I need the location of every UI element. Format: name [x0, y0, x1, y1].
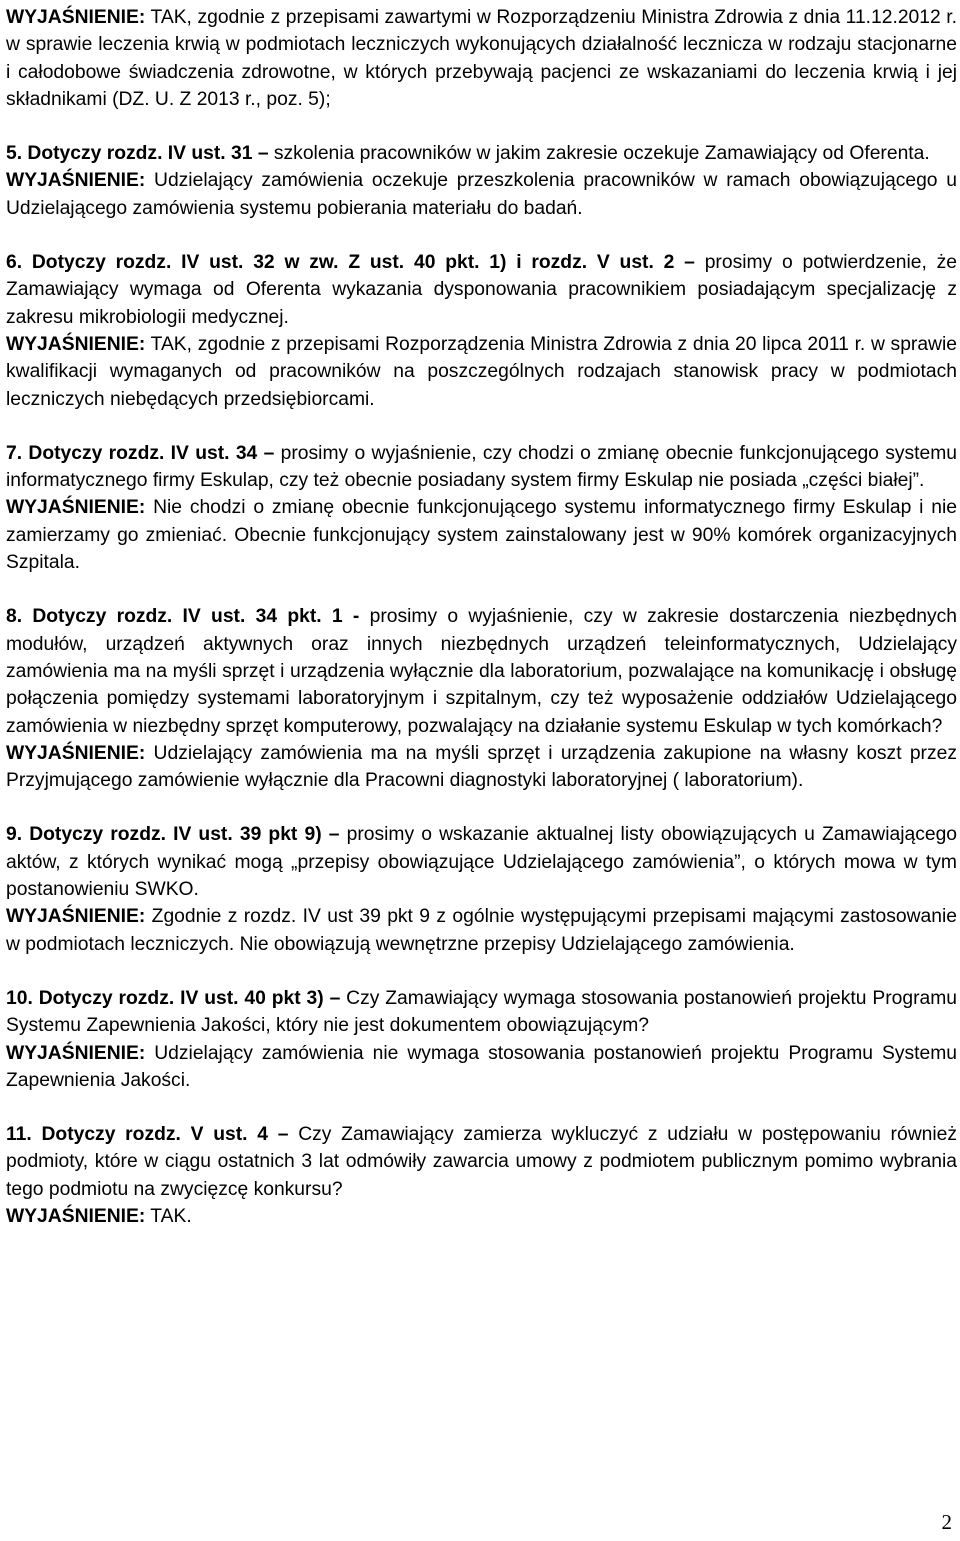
answer-text: TAK, zgodnie z przepisami Rozporządzenia Ministra Zdrowia z dnia 20 lipca 2011 r. w sprawie kwalifikacji wymaganych od pracowników na poszczególnych rodzajach stanowisk pracy w podmiotach leczniczych niebędących przedsiębiorcami.: [6, 333, 957, 410]
spacer: [6, 794, 957, 821]
answer-label: WYJAŚNIENIE:: [6, 7, 146, 28]
question-5: [6, 140, 957, 167]
dash: –: [684, 252, 695, 274]
question-ref-2: 40 pkt 3): [238, 987, 324, 1009]
question-8: [6, 603, 957, 739]
answer-7: [6, 494, 957, 576]
spacer: [6, 958, 957, 985]
question-ref-2: 39 pkt 9): [232, 824, 322, 846]
dash: –: [329, 987, 341, 1009]
spacer: [6, 1094, 957, 1121]
spacer: [6, 113, 957, 140]
question-ref: 9. Dotyczy rozdz. IV ust.: [6, 824, 233, 846]
answer-10: [6, 1040, 957, 1095]
question-ref: 8. Dotyczy rozdz. IV ust. 34 pkt.: [6, 606, 322, 628]
question-ref-2: 31: [225, 143, 253, 165]
question-ref: 6. Dotyczy rozdz. IV ust. 32 w zw. Z ust. 40 pkt. 1) i rozdz. V ust.: [6, 252, 654, 274]
dash: –: [328, 824, 340, 846]
dash: –: [263, 442, 275, 464]
question-text: prosimy o wyjaśnienie, czy chodzi o zmianę obecnie funkcjonującego systemu informatycznego firmy Eskulap, czy też obecnie posiadany system firmy Eskulap nie posiada „części białej”.: [6, 442, 958, 492]
spacer: [6, 576, 957, 603]
dash: –: [257, 143, 269, 165]
answer-text: Nie chodzi o zmianę obecnie funkcjonującego systemu informatycznego firmy Eskulap i nie zamierzamy go zmieniać. Obecnie funkcjonujący system zainstalowany jest w 90% komórek organizacyjnych Szpitala.: [6, 497, 957, 574]
question-ref: 11. Dotyczy rozdz. V ust.: [6, 1124, 248, 1146]
question-ref: 10. Dotyczy rozdz. IV ust.: [6, 987, 239, 1009]
question-6: [6, 249, 957, 331]
answer-text: Udzielający zamówienia nie wymaga stosowania postanowień projektu Programu Systemu Zapewnienia Jakości.: [6, 1042, 957, 1091]
answer-label: WYJAŚNIENIE:: [6, 742, 146, 764]
answer-11: [6, 1203, 957, 1230]
answer-text: Udzielający zamówienia ma na myśli sprzęt i urządzenia zakupione na własny koszt przez Przyjmującego zamówienie wyłącznie dla Pracowni diagnostyki laboratoryjnej ( laboratorium).: [6, 742, 957, 792]
answer-text: Zgodnie z rozdz. IV ust 39 pkt 9 z ogólnie występującymi przepisami mającymi zastosowanie w podmiotach leczniczych. Nie obowiązują wewnętrzne przepisy Udzielającego zamówienia.: [6, 906, 957, 955]
spacer: [6, 222, 957, 249]
question-text: Czy Zamawiający zamierza wykluczyć z udziału w postępowaniu również podmioty, które w ciągu ostatnich 3 lat odmówiły zawarcia umowy z podmiotem publicznym pomimo wybrania tego podmiotu na zwycięzcę konkursu?: [6, 1124, 957, 1200]
question-11: [6, 1121, 957, 1203]
answer-5: [6, 167, 957, 222]
spacer: [6, 413, 957, 440]
question-text: prosimy o wskazanie aktualnej listy obowiązujących u Zamawiającego aktów, z których wynikać mogą „przepisy obowiązujące Udzielającego zamówienia”, o których mowa w tym postanowieniu SWKO.: [6, 824, 958, 901]
answer-text: TAK, zgodnie z przepisami zawartymi w Rozporządzeniu Ministra Zdrowia z dnia 11.12.2012 r. w sprawie leczenia krwią w podmiotach leczniczych wykonujących działalność lecznicza w rodzaju stacjonarne i całodobowe świadczenia zdrowotne, w których przebywają pacjenci ze wskazaniami do leczenia krwią i jej składnikami (DZ. U. Z 2013 r., poz. 5);: [6, 7, 957, 110]
page-number: 2: [941, 1510, 952, 1534]
answer-label: WYJAŚNIENIE:: [6, 497, 146, 519]
answer-label: WYJAŚNIENIE:: [6, 1205, 146, 1227]
question-text: prosimy o potwierdzenie, że Zamawiający wymaga od Oferenta wykazania dysponowania pracownikiem posiadającym specjalizację z zakresu mikrobiologii medycznej.: [6, 252, 958, 328]
answer-label: WYJAŚNIENIE:: [6, 170, 146, 192]
question-9: [6, 821, 957, 903]
question-text: Czy Zamawiający wymaga stosowania postanowień projektu Programu Systemu Zapewnienia Jakości, który nie jest dokumentem obowiązującym?: [6, 987, 957, 1037]
answer-text: Udzielający zamówienia oczekuje przeszkolenia pracowników w ramach obowiązującego u Udzielającego zamówienia systemu pobierania materiału do badań.: [6, 170, 957, 219]
question-ref-2: 4: [247, 1124, 268, 1146]
question-ref-2: 2: [653, 252, 675, 274]
answer-6: [6, 331, 957, 413]
answer-label: WYJAŚNIENIE:: [6, 906, 146, 928]
answer-label: WYJAŚNIENIE:: [6, 333, 146, 355]
answer-9: [6, 903, 957, 958]
question-ref-2: 1 -: [321, 606, 360, 628]
question-ref-2: 34: [229, 442, 258, 464]
question-7: [6, 440, 957, 495]
intro-paragraph: [6, 4, 957, 113]
question-text: szkolenia pracowników w jakim zakresie oczekuje Zamawiający od Oferenta.: [268, 143, 930, 165]
question-ref: 5. Dotyczy rozdz. IV ust.: [6, 143, 226, 165]
question-text: prosimy o wyjaśnienie, czy w zakresie dostarczenia niezbędnych modułów, urządzeń aktywnych oraz innych niezbędnych urządzeń teleinformatycznych, Udzielający zamówienia ma na myśli sprzęt i urządzenia wyłącznie dla laboratorium, pozwalające na komunikację i obsługę połączenia pomiędzy systemami laboratoryjnym i szpitalnym, czy też wyposażenie oddziałów Udzielającego zamówienia w niezbędny sprzęt komputerowy, pozwalający na działanie systemu Eskulap w tych komórkach?: [6, 606, 958, 737]
dash: –: [277, 1124, 289, 1146]
answer-label: WYJAŚNIENIE:: [6, 1042, 146, 1064]
question-ref: 7. Dotyczy rozdz. IV ust.: [6, 442, 230, 464]
question-10: [6, 985, 957, 1040]
answer-text: TAK.: [145, 1205, 192, 1227]
answer-8: [6, 740, 957, 795]
